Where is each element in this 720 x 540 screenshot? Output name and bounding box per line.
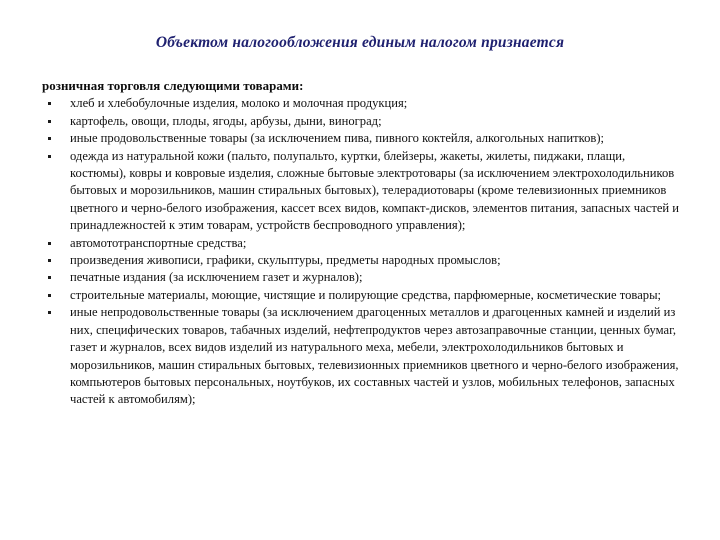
list-item bbox=[42, 148, 683, 235]
list-item-text: хлеб и хлебобулочные изделия, молоко и молочная продукция; bbox=[70, 96, 408, 111]
list-item bbox=[42, 130, 683, 147]
list-item bbox=[42, 113, 683, 130]
square-bullet-icon bbox=[48, 120, 51, 123]
list-item bbox=[42, 269, 683, 286]
square-bullet-icon bbox=[48, 242, 51, 245]
list-item-text: произведения живописи, графики, скульптуры, предметы народных промыслов; bbox=[70, 253, 501, 268]
list-item bbox=[42, 235, 683, 252]
list-item-text: иные непродовольственные товары (за исключением драгоценных металлов и драгоценных камней и изделий из них, специфических товаров, табачных изделий, нефтепродуктов через автозаправочные станции, ценных бумаг, газет и журналов, всех видов изделий из натурального меха, мебели, электрохолодильников бытовых и морозильников, машин стиральных бытовых, телевизионных приемников цветного и черно-белого изображения, компьютеров бытовых персональных, ноутбуков, их составных частей и узлов, мобильных телефонов, запасных частей к автомобилям); bbox=[70, 305, 679, 407]
list-item-text: печатные издания (за исключением газет и журналов); bbox=[70, 270, 363, 285]
page-title: Объектом налогообложения единым налогом признается bbox=[155, 34, 565, 51]
square-bullet-icon bbox=[48, 137, 51, 140]
list-item bbox=[42, 304, 683, 408]
square-bullet-icon bbox=[48, 311, 51, 314]
list-item bbox=[42, 287, 683, 304]
list-item bbox=[42, 95, 683, 112]
lead-line: розничная торговля следующими товарами: bbox=[42, 79, 304, 93]
square-bullet-icon bbox=[48, 276, 51, 279]
list-item-text: картофель, овощи, плоды, ягоды, арбузы, дыни, виноград; bbox=[70, 113, 382, 128]
goods-list bbox=[42, 95, 683, 408]
square-bullet-icon bbox=[48, 102, 51, 105]
list-item bbox=[42, 252, 683, 269]
list-item-text: автомототранспортные средства; bbox=[70, 235, 247, 250]
square-bullet-icon bbox=[48, 259, 51, 262]
list-item-text: одежда из натуральной кожи (пальто, полупальто, куртки, блейзеры, жакеты, жилеты, пиджаки, плащи, костюмы), ковры и ковровые изделия, сложные бытовые электротовары (за исключением электрохолодильников бытовых и морозильников, машин стиральных бытовых), телерадиотовары (кроме телевизионных приемников цветного и черно-белого изображения, кассет всех видов, компакт-дисков, элементов питания, запасных частей и принадлежностей к этим товарам, устройств беспроводного управления); bbox=[70, 148, 680, 233]
title-block bbox=[40, 34, 680, 52]
square-bullet-icon bbox=[48, 294, 51, 297]
body-content bbox=[42, 78, 683, 409]
list-item-text: иные продовольственные товары (за исключением пива, пивного коктейля, алкогольных напитков); bbox=[70, 131, 605, 146]
square-bullet-icon bbox=[48, 155, 51, 158]
list-item-text: строительные материалы, моющие, чистящие и полирующие средства, парфюмерные, косметические товары; bbox=[70, 287, 662, 302]
